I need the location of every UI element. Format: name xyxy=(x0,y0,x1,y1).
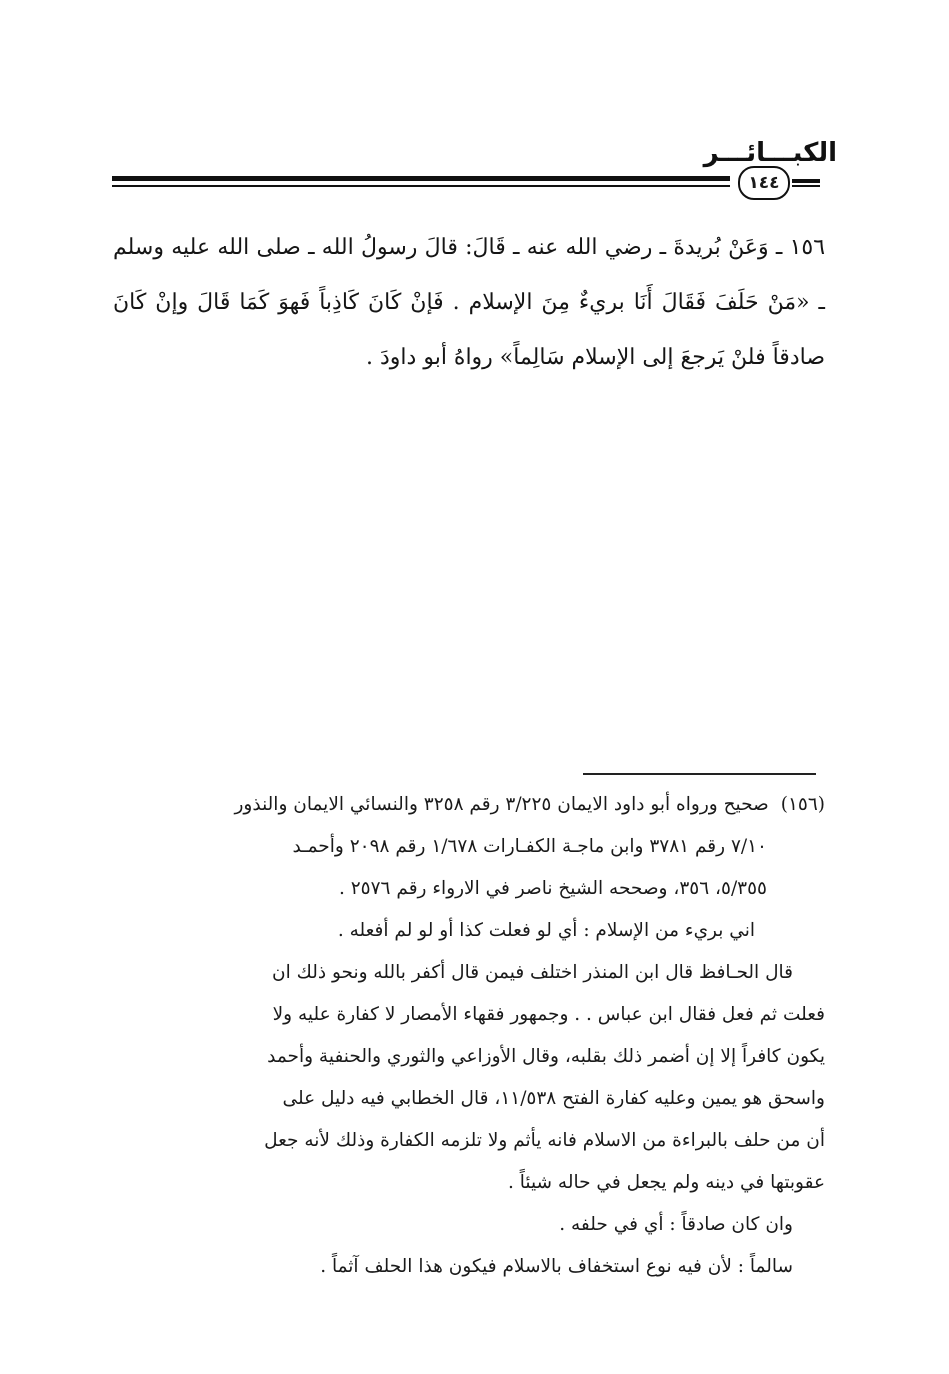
footnote-number: (١٥٦) xyxy=(780,794,825,815)
footnotes xyxy=(113,784,825,1288)
footnote-line: أن من حلف بالبراءة من الاسلام فانه يأثم ولا تلزمه الكفارة وذلك لأنه جعل xyxy=(264,1130,825,1151)
footnote-gloss: سالماً : لأن فيه نوع استخفاف بالاسلام فيكون هذا الحلف آثماً . xyxy=(320,1256,793,1277)
header-rule-right-thin xyxy=(792,185,820,187)
footnote-gloss: وان كان صادقاً : أي في حلفه . xyxy=(559,1214,793,1235)
footnote-separator xyxy=(583,773,816,775)
footnote-line: فعلت ثم فعل فقال ابن عباس . . وجمهور فقهاء الأمصار لا كفارة عليه ولا xyxy=(272,1004,825,1025)
running-title: الكبـــائـــر xyxy=(703,138,837,168)
footnote-line xyxy=(113,784,825,826)
footnote-line: عقوبتها في دينه ولم يجعل في حاله شيئاً . xyxy=(507,1172,825,1193)
header-rule-thin xyxy=(112,185,730,187)
header-rule-right-thick xyxy=(792,179,820,183)
page-number: ١٤٤ xyxy=(738,166,790,200)
footnote-line: واسحق هو يمين وعليه كفارة الفتح ١١/٥٣٨، قال الخطابي فيه دليل على xyxy=(282,1088,825,1109)
header-rule-thick xyxy=(112,176,730,181)
footnote-line: قال الحـافظ قال ابن المنذر اختلف فيمن قال أكفر بالله ونحو ذلك ان xyxy=(272,962,793,983)
footnote-gloss: اني بريء من الإسلام : أي لو فعلت كذا أو لو لم أفعله . xyxy=(337,920,755,941)
footnote-line: ٧/١٠ رقم ٣٧٨١ وابن ماجـة الكفـارات ١/٦٧٨ رقم ٢٠٩٨ وأحمـد xyxy=(292,836,767,857)
hadith-text: ١٥٦ ـ وَعَنْ بُريدةَ ـ رضي الله عنه ـ قَالَ: قالَ رسولُ الله ـ صلى الله عليه وسلم ـ «مَنْ حَلَفَ فَقَالَ أَنَا بريءٌ مِنَ الإسلام . فَإنْ كَانَ كَاذِباً فَهوَ كَمَا قَالَ وإنْ كَانَ صادقاً فلنْ يَرجعَ إلى الإسلام سَالِماً» رواهُ أبو داودَ . xyxy=(113,235,826,370)
footnote-line: يكون كافراً إلا إن أضمر ذلك بقلبه، وقال الأوزاعي والثوري والحنفية وأحمد xyxy=(267,1046,825,1067)
footnote-text: صحيح ورواه أبو داود الايمان ٣/٢٢٥ رقم ٣٢٥٨ والنسائي الايمان والنذور xyxy=(234,794,769,815)
footnote-line: ٥/٣٥٥، ٣٥٦، وصححه الشيخ ناصر في الارواء رقم ٢٥٧٦ . xyxy=(338,878,767,899)
